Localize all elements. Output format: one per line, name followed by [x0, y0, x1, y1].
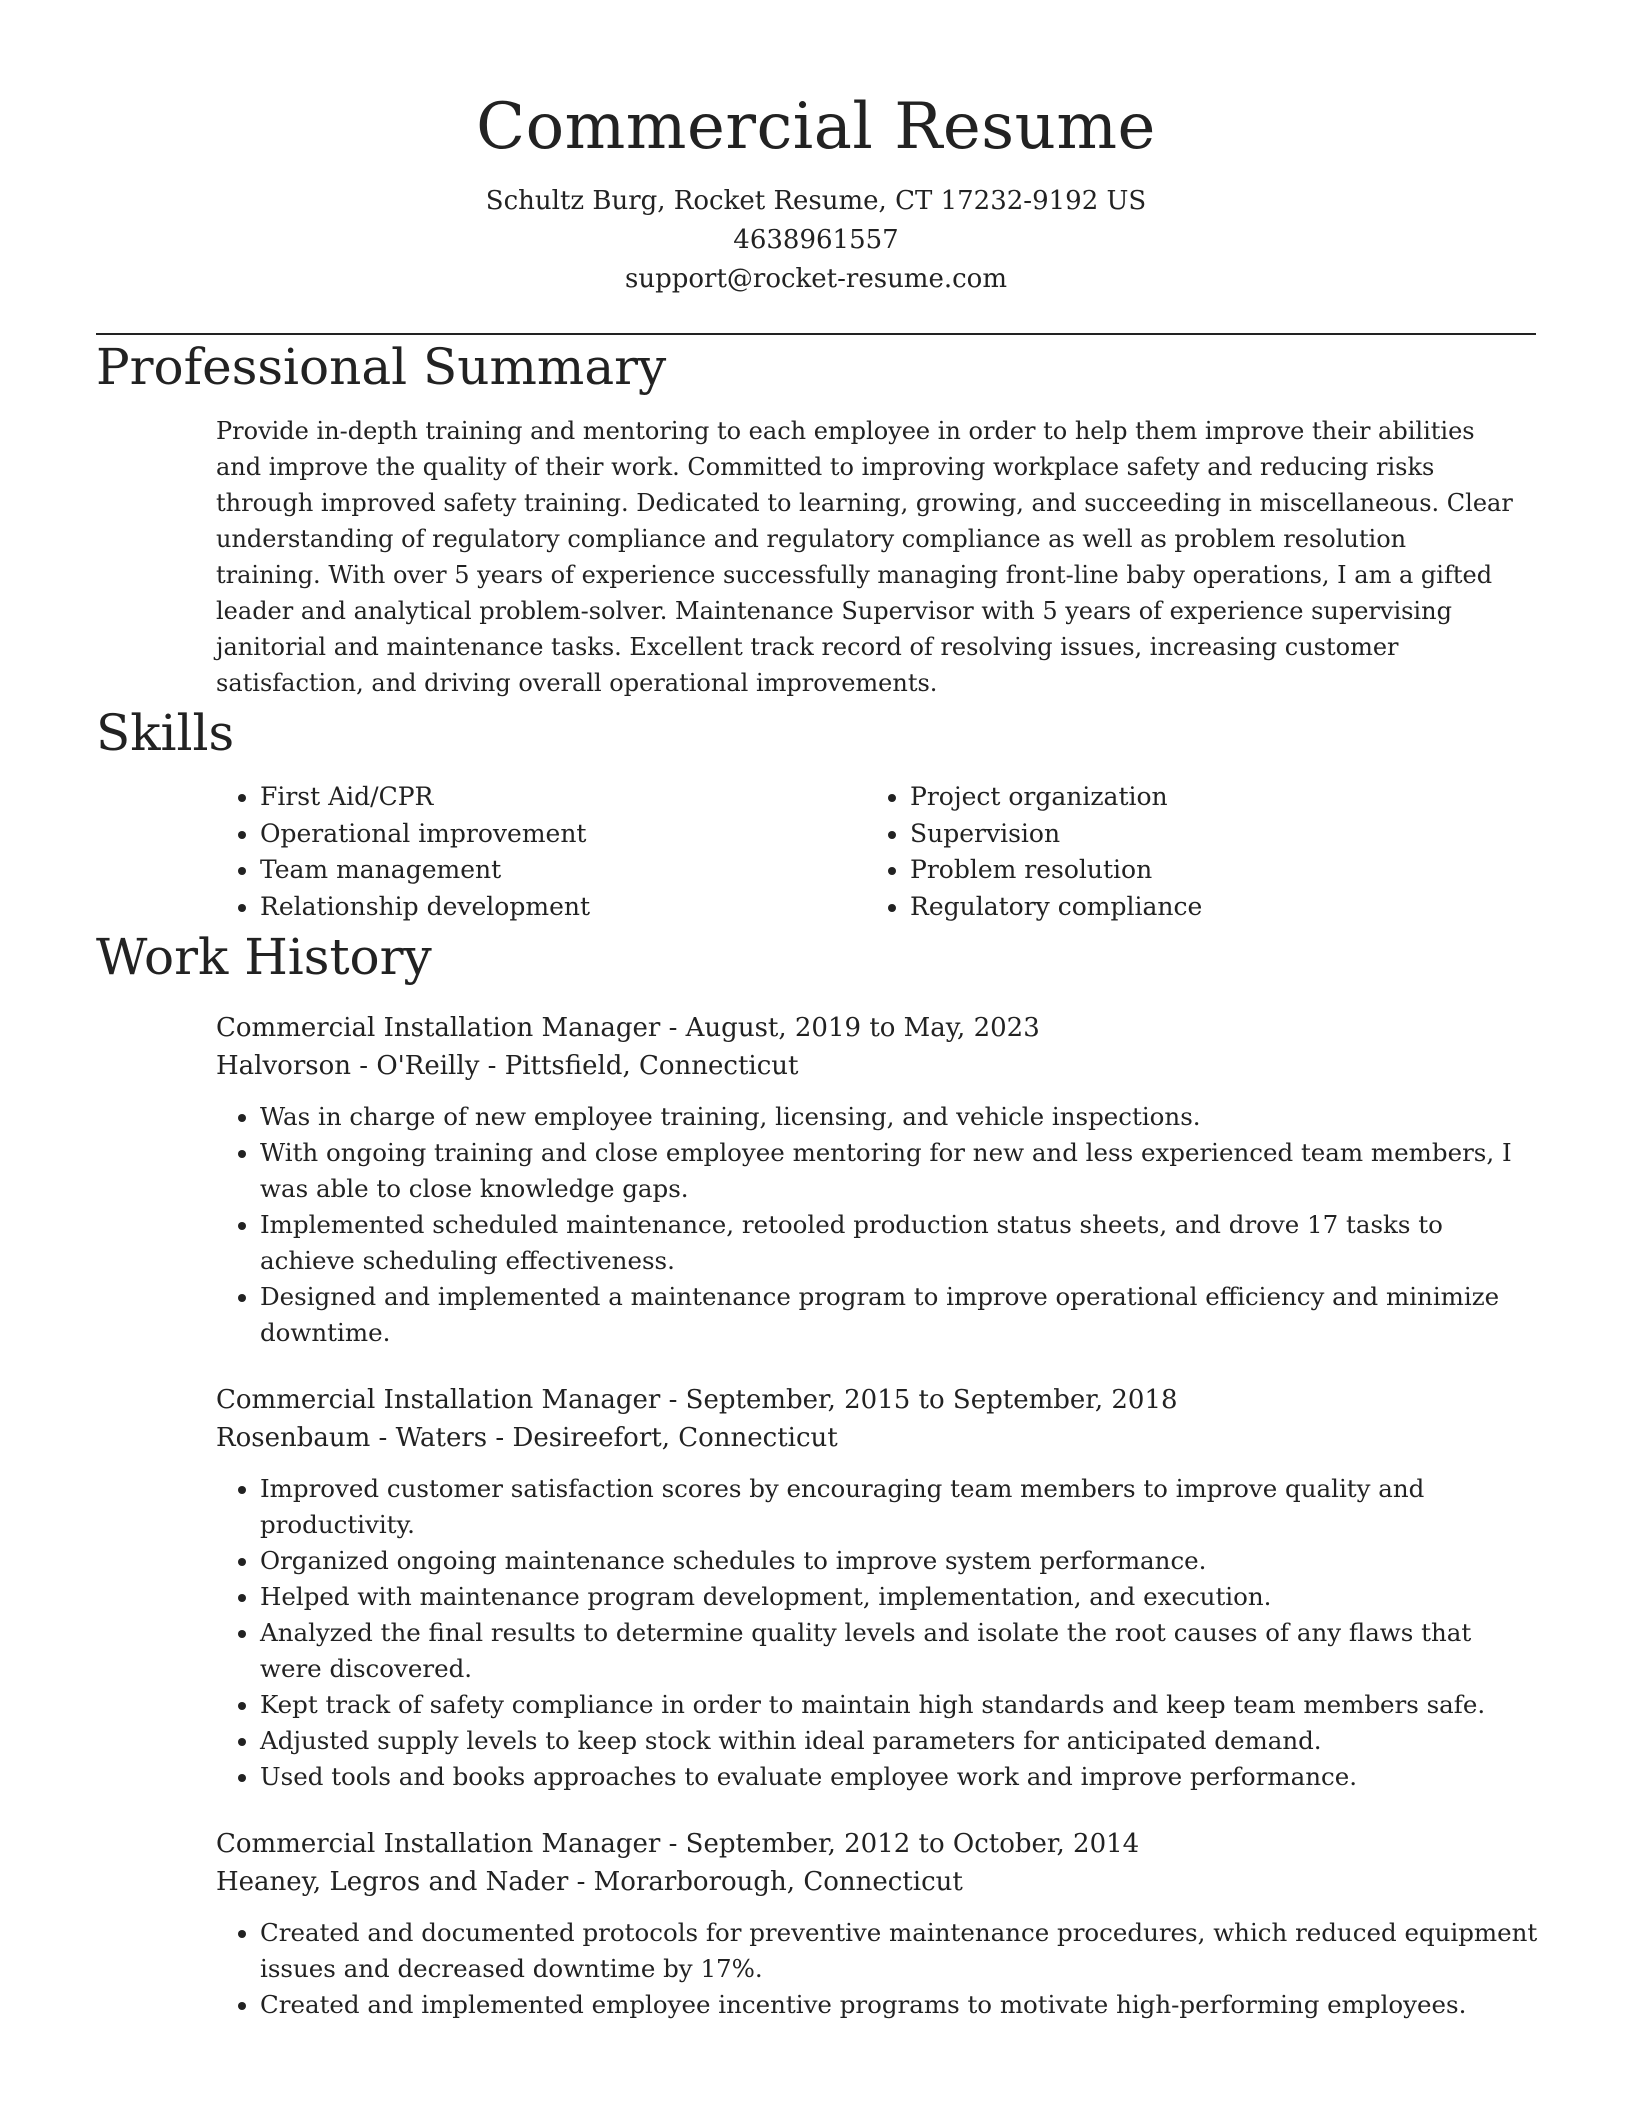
job-dates: August, 2019 to May, 2023	[685, 1013, 1040, 1043]
job-company-line: Halvorson - O'Reilly - Pittsfield, Connecticut	[216, 1051, 799, 1081]
skill-item: • Operational improvement	[260, 816, 866, 853]
resume-header	[96, 0, 1536, 299]
job-bullet: • Created and documented protocols for preventive maintenance procedures, which reduced equipment issues and decreased downtime by 17%.	[260, 1915, 1540, 1987]
job-bullet: • Adjusted supply levels to keep stock within ideal parameters for anticipated demand.	[260, 1723, 1540, 1759]
job-bullet: • Created and implemented employee incentive programs to motivate high-performing employees.	[260, 1987, 1540, 2023]
job-entry	[216, 1009, 1536, 1351]
job-company: Heaney, Legros and Nader	[216, 1867, 569, 1897]
job-title-line: Commercial Installation Manager - August, 2019 to May, 2023	[216, 1013, 1040, 1043]
job-company-line: Heaney, Legros and Nader - Morarborough, Connecticut	[216, 1867, 963, 1897]
job-title-line: Commercial Installation Manager - September, 2012 to October, 2014	[216, 1829, 1140, 1859]
skill-item: • Team management	[260, 852, 866, 889]
email: support@rocket-resume.com	[624, 264, 1007, 294]
job-bullet: • Designed and implemented a maintenance program to improve operational efficiency and minimize downtime.	[260, 1279, 1540, 1351]
summary-heading: Professional Summary	[96, 338, 667, 396]
skills-column-right	[866, 779, 1202, 925]
job-title-line: Commercial Installation Manager - September, 2015 to September, 2018	[216, 1385, 1178, 1415]
job-dates: September, 2012 to October, 2014	[685, 1829, 1140, 1859]
job-dates: September, 2015 to September, 2018	[685, 1385, 1178, 1415]
job-bullet: • Used tools and books approaches to evaluate employee work and improve performance.	[260, 1759, 1540, 1795]
resume-name: Commercial Resume	[476, 90, 1156, 164]
contact-info	[96, 182, 1536, 299]
job-location: Desireefort, Connecticut	[512, 1423, 838, 1453]
skill-item: • Problem resolution	[910, 852, 1202, 889]
job-bullet: • Kept track of safety compliance in order to maintain high standards and keep team members safe.	[260, 1687, 1540, 1723]
skill-item: • Relationship development	[260, 889, 866, 926]
work-history-heading: Work History	[96, 928, 432, 986]
skill-item: • First Aid/CPR	[260, 779, 866, 816]
job-bullet: • Was in charge of new employee training, licensing, and vehicle inspections.	[260, 1099, 1540, 1135]
summary-text: Provide in-depth training and mentoring to each employee in order to help them improve their abilities and improve the quality of their work. Committed to improving workplace safety and reducing risks through improved safety training. Dedicated to learning, growing, and succeeding in miscellaneous. Clear understanding of regulatory compliance and regulatory compliance as well as problem resolution training. With over 5 years of experience successfully managing front-line baby operations, I am a gifted leader and analytical problem-solver. Maintenance Supervisor with 5 years of experience supervising janitorial and maintenance tasks. Excellent track record of resolving issues, increasing customer satisfaction, and driving overall operational improvements.	[216, 417, 1513, 697]
phone: 4638961557	[733, 225, 899, 255]
job-bullet: • Helped with maintenance program development, implementation, and execution.	[260, 1579, 1540, 1615]
job-company-line: Rosenbaum - Waters - Desireefort, Connecticut	[216, 1423, 838, 1453]
job-company: Halvorson - O'Reilly	[216, 1051, 480, 1081]
job-entry	[216, 1381, 1536, 1795]
job-location: Morarborough, Connecticut	[593, 1867, 963, 1897]
job-bullets	[216, 1471, 1540, 1795]
skills-column-left	[216, 779, 866, 925]
address: Schultz Burg, Rocket Resume, CT 17232-9192 US	[485, 186, 1147, 216]
job-bullet: • With ongoing training and close employee mentoring for new and less experienced team members, I was able to close knowledge gaps.	[260, 1135, 1540, 1207]
skill-item: • Supervision	[910, 816, 1202, 853]
job-bullet: • Implemented scheduled maintenance, retooled production status sheets, and drove 17 tasks to achieve scheduling effectiveness.	[260, 1207, 1540, 1279]
job-role: Commercial Installation Manager	[216, 1013, 661, 1043]
job-role: Commercial Installation Manager	[216, 1385, 661, 1415]
job-role: Commercial Installation Manager	[216, 1829, 661, 1859]
job-bullet: • Organized ongoing maintenance schedules to improve system performance.	[260, 1543, 1540, 1579]
skill-item: • Regulatory compliance	[910, 889, 1202, 926]
skills-heading: Skills	[96, 704, 235, 762]
job-company: Rosenbaum - Waters	[216, 1423, 488, 1453]
skill-item: • Project organization	[910, 779, 1202, 816]
job-bullets	[216, 1099, 1540, 1351]
resume-page	[96, 0, 1536, 2023]
skills-list	[216, 779, 1536, 925]
job-bullets	[216, 1915, 1540, 2023]
job-bullet: • Analyzed the final results to determine quality levels and isolate the root causes of any flaws that were discovered.	[260, 1615, 1540, 1687]
job-entry	[216, 1825, 1536, 2023]
job-location: Pittsfield, Connecticut	[504, 1051, 799, 1081]
job-bullet: • Improved customer satisfaction scores by encouraging team members to improve quality and productivity.	[260, 1471, 1540, 1543]
